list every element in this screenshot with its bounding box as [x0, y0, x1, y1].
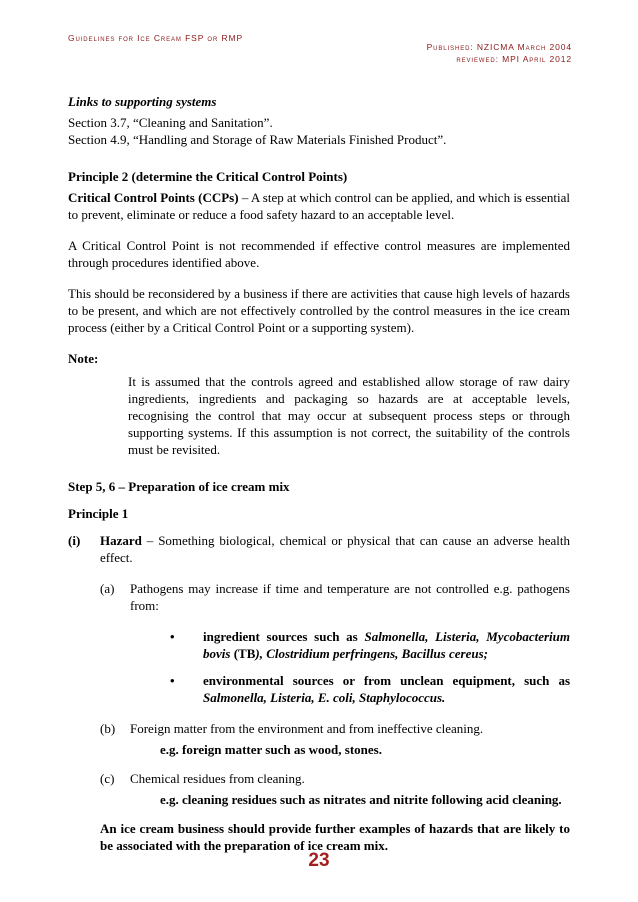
bullet-1-organisms-2: ), Clostridium perfringens, Bacillus cereus;	[255, 646, 488, 661]
header-published-line: Published: NZICMA March 2004	[426, 42, 572, 52]
sub-item-b-text: Foreign matter from the environment and from ineffective cleaning.	[130, 721, 484, 736]
bullet-2-organisms: Salmonella, Listeria, E. coli, Staphylococcus.	[203, 690, 446, 705]
bullet-2-prefix: environmental sources or from unclean equipment, such as	[203, 673, 570, 688]
principle-2-heading: Principle 2 (determine the Critical Control Points)	[68, 169, 348, 184]
ccp-definition-text: – A step at which control can be applied, and which is essential to prevent, eliminate or reduce a food safety hazard to an acceptable level.	[68, 190, 571, 222]
hazard-term: Hazard	[100, 533, 142, 548]
sub-item-a-label: (a)	[100, 581, 115, 596]
ccp-definition	[68, 189, 570, 223]
bullet-ingredient-sources-text	[203, 628, 570, 662]
links-section-4-9: Section 4.9, “Handling and Storage of Raw Materials Finished Product”.	[68, 132, 447, 147]
sub-item-c	[100, 770, 570, 787]
bullet-ingredient-sources	[166, 628, 570, 662]
running-header-title: Guidelines for Ice Cream FSP or RMP	[68, 33, 244, 43]
sub-item-c-example: e.g. cleaning residues such as nitrates and nitrite following acid cleaning.	[160, 792, 562, 807]
header-reviewed-line: reviewed: MPI April 2012	[456, 54, 572, 64]
bullet-1-prefix: ingredient sources such as	[203, 629, 365, 644]
ccp-not-recommended-paragraph: A Critical Control Point is not recommended if effective control measures are implemented through procedures identified above.	[68, 238, 570, 270]
sub-item-b-label: (b)	[100, 721, 116, 736]
links-section-3-7: Section 3.7, “Cleaning and Sanitation”.	[68, 115, 273, 130]
hazard-item	[68, 532, 570, 566]
principle-1-heading: Principle 1	[68, 506, 129, 521]
sub-item-a-text: Pathogens may increase if time and temperature are not controlled e.g. pathogens from:	[130, 581, 570, 613]
bullet-1-organisms-1: Salmonella, Listeria, Mycobacterium bovis	[203, 629, 571, 661]
sub-item-b-example: e.g. foreign matter such as wood, stones.	[160, 742, 382, 757]
ccp-term: Critical Control Points (CCPs)	[68, 190, 239, 205]
bullet-dot: •	[170, 673, 175, 688]
note-label: Note:	[68, 351, 99, 366]
links-heading: Links to supporting systems	[68, 94, 217, 109]
page-content	[68, 93, 570, 854]
bullet-dot: •	[170, 629, 175, 644]
note-text: It is assumed that the controls agreed and established allow storage of raw dairy ingredients, ingredients and packaging so hazards are at acceptable levels, recognising the control that may occur at subsequent process steps or through supporting systems. If this assumption is not correct, the suitability of the controls must be revisited.	[128, 374, 570, 457]
bullet-1-tb: (TB	[230, 646, 256, 661]
bullet-environmental-sources	[166, 672, 570, 706]
sub-item-c-text: Chemical residues from cleaning.	[130, 771, 305, 786]
sub-item-a	[100, 580, 570, 614]
bullet-environmental-sources-text	[203, 672, 570, 706]
sub-item-c-label: (c)	[100, 771, 115, 786]
page-number: 23	[308, 850, 330, 871]
hazard-item-number: (i)	[68, 533, 81, 548]
reconsider-paragraph: This should be reconsidered by a business if there are activities that cause high levels of hazards to be present, and which are not effectively controlled by the control measures in the ice cream process (either by a Critical Control Point or a supporting system).	[68, 286, 570, 335]
sub-item-b	[100, 720, 570, 737]
running-header-publication	[427, 41, 572, 65]
hazard-definition-text: – Something biological, chemical or physical that can cause an adverse health effect.	[100, 533, 570, 565]
hazard-definition	[100, 532, 570, 566]
step-5-6-heading: Step 5, 6 – Preparation of ice cream mix	[68, 479, 290, 494]
closing-paragraph: An ice cream business should provide further examples of hazards that are likely to be associated with the preparation of ice cream mix.	[100, 821, 570, 853]
